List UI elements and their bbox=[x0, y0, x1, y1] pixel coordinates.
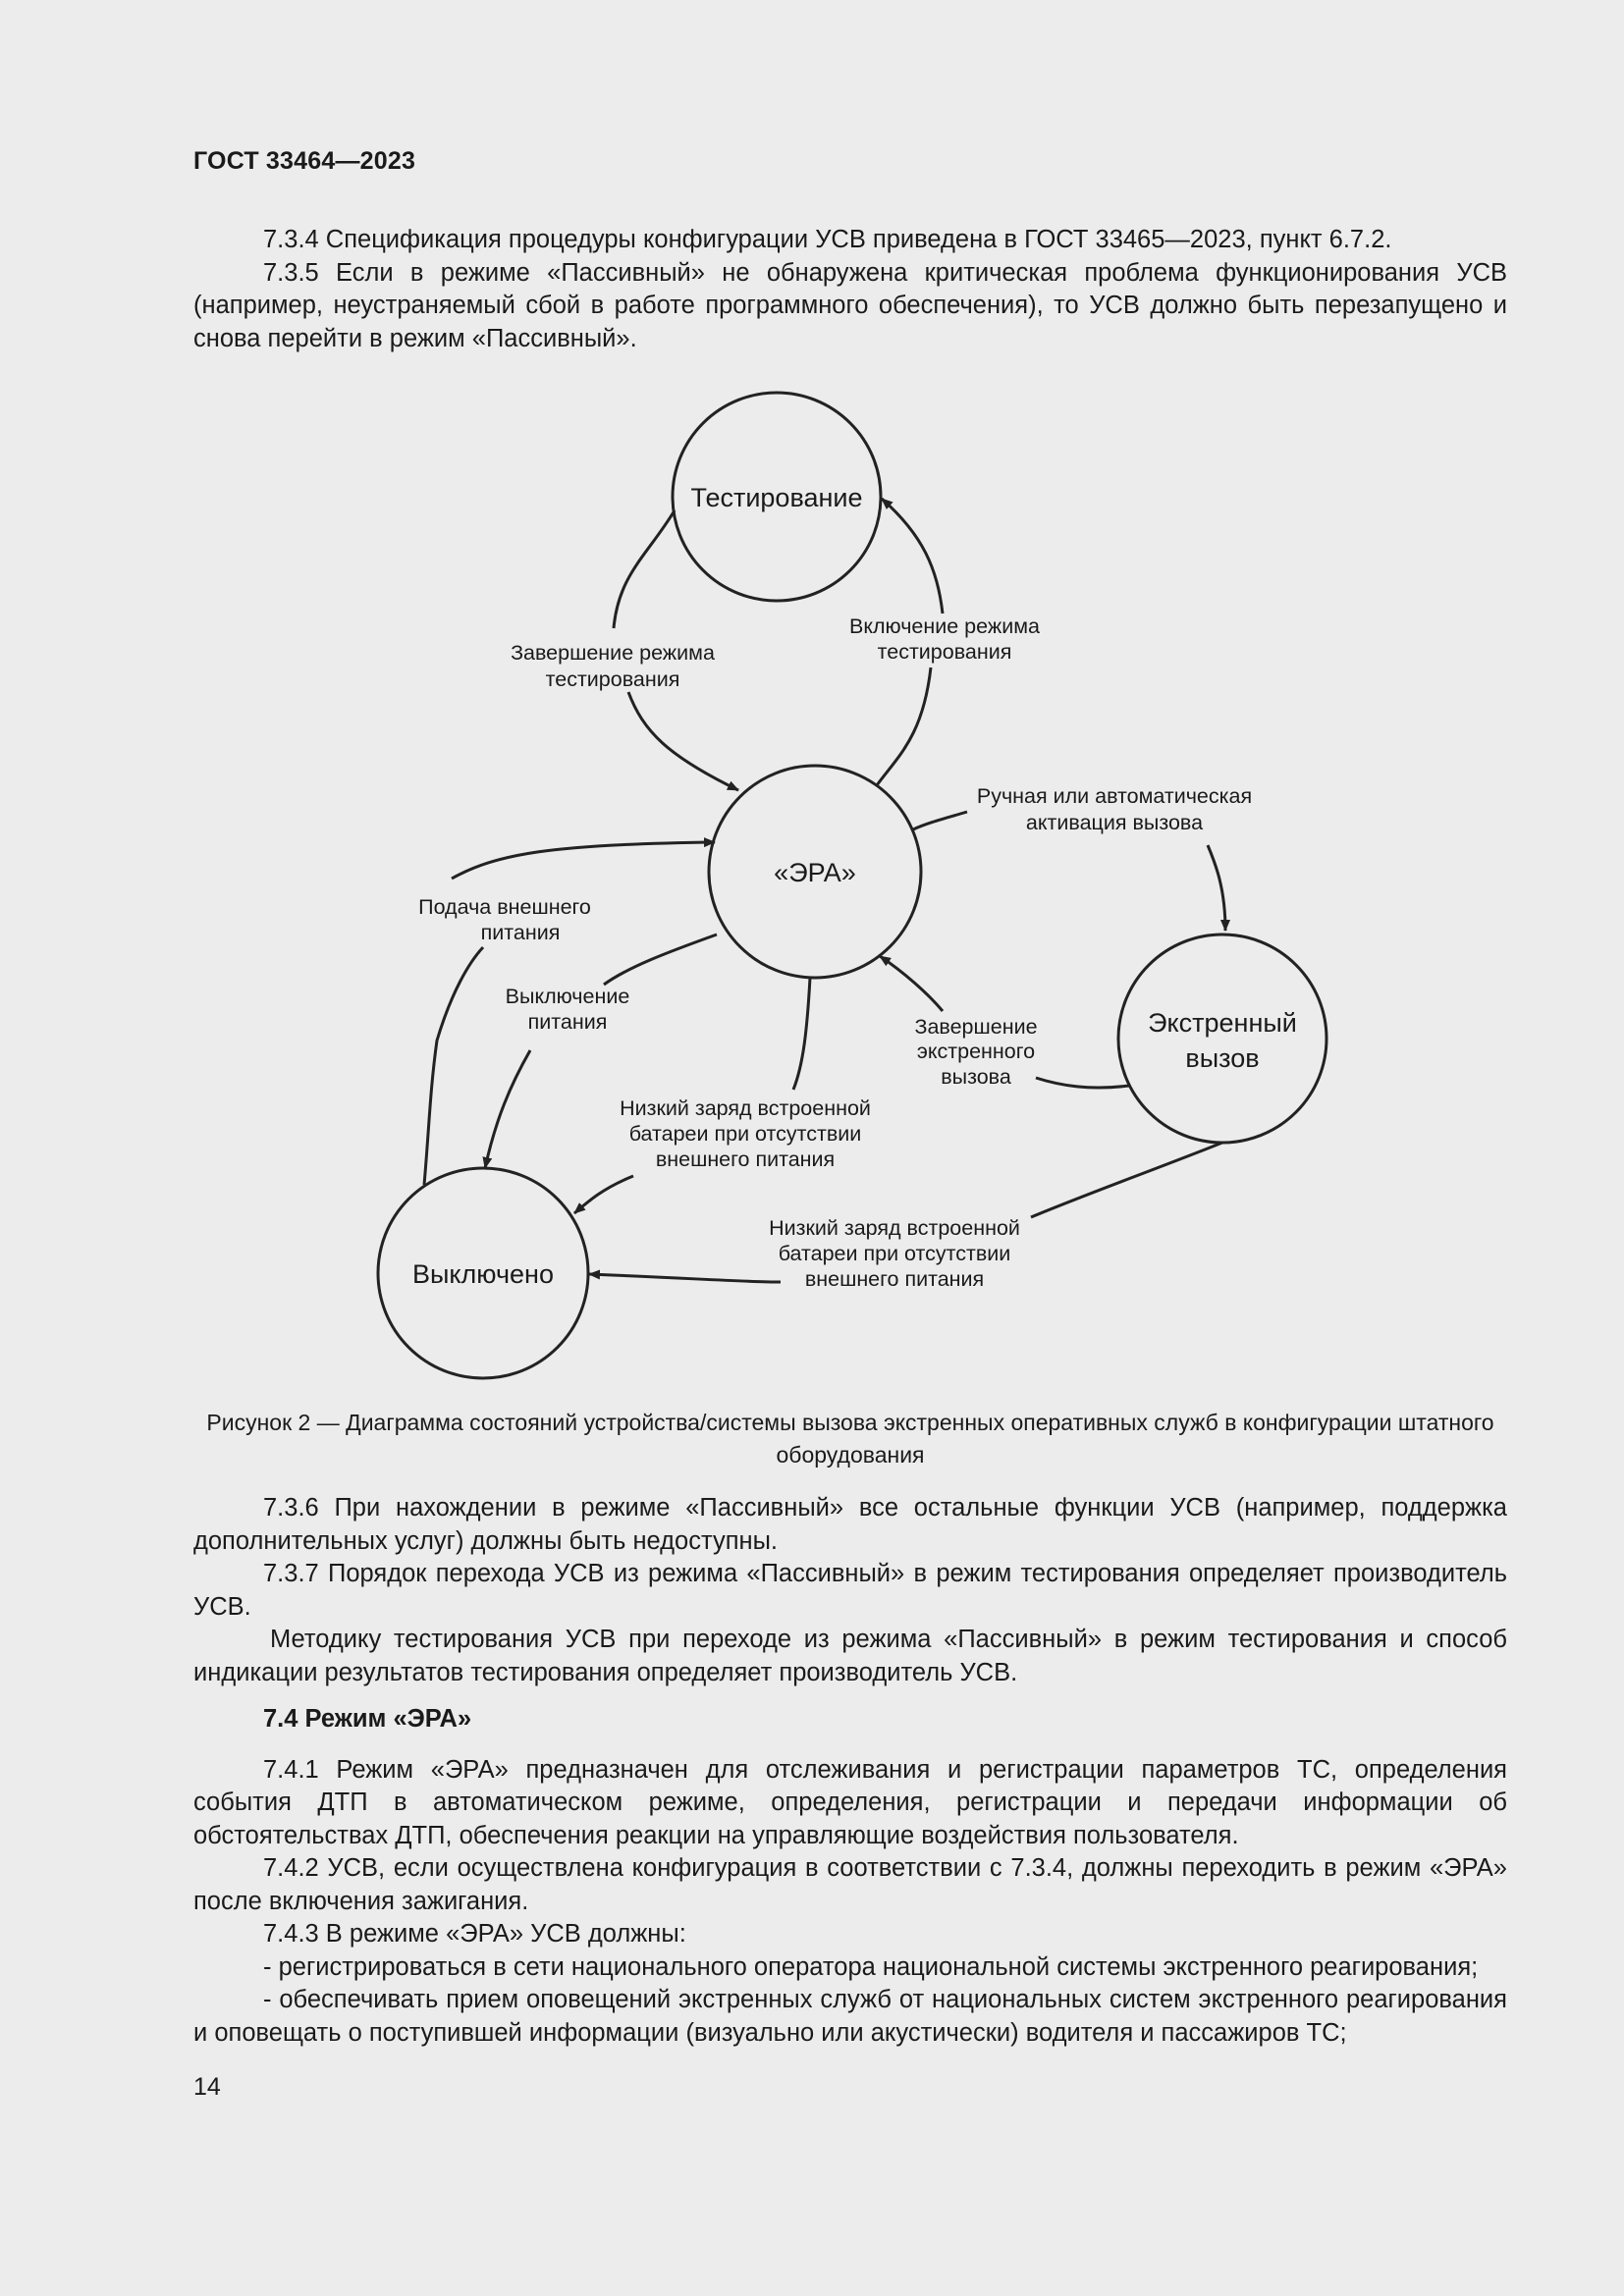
transition-labels bbox=[418, 614, 1252, 1291]
list-item-notifications: - обеспечивать прием оповещений экстренных служб от национальных систем экстренного реагирования и оповещать о поступившей информации (визуально или акустически) водителя и пассажиров ТС; bbox=[193, 1986, 1507, 2047]
label-power-off-1: Выключение bbox=[505, 985, 630, 1008]
state-era bbox=[709, 766, 921, 978]
state-emergency-label-2: вызов bbox=[1185, 1043, 1260, 1073]
state-off-label: Выключено bbox=[412, 1259, 554, 1289]
label-low-battery-era-3: внешнего питания bbox=[655, 1148, 836, 1171]
edge-start-testing-lower bbox=[877, 667, 931, 785]
state-emergency-call bbox=[1118, 934, 1326, 1143]
label-low-battery-era-2: батареи при отсутствии bbox=[628, 1122, 862, 1146]
edge-start-testing-upper bbox=[882, 499, 943, 614]
edge-power-off-lower bbox=[485, 1050, 530, 1168]
figure-caption: Рисунок 2 — Диаграмма состояний устройства/системы вызова экстренных оперативных служб в конфигурации штатного оборудования bbox=[206, 1410, 1494, 1468]
edge-external-power-upper bbox=[452, 842, 715, 879]
state-testing bbox=[673, 393, 881, 601]
state-emergency-label-1: Экстренный bbox=[1148, 1008, 1297, 1038]
paragraph-7-3-7: 7.3.7 Порядок перехода УСВ из режима «Пассивный» в режим тестирования определяет производитель УСВ. bbox=[193, 1560, 1507, 1621]
label-call-activation-1: Ручная или автоматическая bbox=[976, 784, 1253, 808]
paragraph-7-4-1: 7.4.1 Режим «ЭРА» предназначен для отслеживания и регистрации параметров ТС, определения события ДТП в автоматическом режиме, определения, регистрации и передачи информации об обстоятельствах ДТП, обеспечения реакции на управляющие воздействия пользователя. bbox=[193, 1755, 1507, 1849]
label-low-battery-emergency-1: Низкий заряд встроенной bbox=[769, 1216, 1020, 1240]
paragraph-7-4-3: 7.4.3 В режиме «ЭРА» УСВ должны: bbox=[263, 1920, 686, 1948]
label-start-testing-2: тестирования bbox=[877, 640, 1012, 664]
state-off bbox=[378, 1168, 588, 1378]
edge-call-activation-lower bbox=[1208, 845, 1225, 931]
edge-end-testing-lower bbox=[628, 692, 738, 790]
edge-low-battery-era-lower bbox=[574, 1176, 633, 1213]
edge-low-battery-emergency-lower bbox=[589, 1274, 781, 1282]
edge-end-testing-upper bbox=[614, 510, 675, 628]
label-power-off-2: питания bbox=[527, 1010, 608, 1034]
paragraph-testing-method: Методику тестирования УСВ при переходе из режима «Пассивный» в режим тестирования и способ индикации результатов тестирования определяет производитель УСВ. bbox=[193, 1626, 1507, 1686]
state-testing-label: Тестирование bbox=[690, 483, 863, 512]
list-item-register: - регистрироваться в сети национального оператора национальной системы экстренного реагирования; bbox=[263, 1952, 1479, 1981]
label-low-battery-era-1: Низкий заряд встроенной bbox=[620, 1096, 871, 1120]
label-end-testing-1: Завершение режима bbox=[511, 641, 715, 665]
label-end-testing-2: тестирования bbox=[545, 667, 680, 691]
edge-end-emergency-lower bbox=[1036, 1078, 1129, 1088]
label-end-emergency-2: экстренного bbox=[916, 1040, 1036, 1063]
paragraph-7-3-6: 7.3.6 При нахождении в режиме «Пассивный» все остальные функции УСВ (например, поддержка дополнительных услуг) должны быть недоступны. bbox=[193, 1494, 1507, 1555]
paragraph-7-3-4: 7.3.4 Спецификация процедуры конфигурации УСВ приведена в ГОСТ 33465—2023, пункт 6.7.2. bbox=[263, 226, 1392, 253]
edge-call-activation-upper bbox=[913, 812, 967, 829]
edge-power-off-upper bbox=[604, 934, 717, 985]
label-external-power-1: Подача внешнего bbox=[418, 895, 591, 919]
edge-low-battery-era-upper bbox=[793, 978, 810, 1090]
label-end-emergency-3: вызова bbox=[941, 1065, 1011, 1089]
label-start-testing-1: Включение режима bbox=[849, 614, 1040, 638]
label-end-emergency-1: Завершение bbox=[914, 1015, 1038, 1039]
paragraphs-middle bbox=[193, 1492, 1507, 2050]
page-number: 14 bbox=[193, 2073, 221, 2101]
label-low-battery-emergency-3: внешнего питания bbox=[804, 1267, 985, 1291]
edge-low-battery-emergency-upper bbox=[1031, 1143, 1222, 1217]
paragraph-7-4-2: 7.4.2 УСВ, если осуществлена конфигурация в соответствии с 7.3.4, должны переходить в режим «ЭРА» после включения зажигания. bbox=[193, 1854, 1507, 1915]
state-era-label: «ЭРА» bbox=[774, 858, 856, 887]
section-title-7-4: 7.4 Режим «ЭРА» bbox=[263, 1705, 472, 1733]
paragraph-7-3-5: 7.3.5 Если в режиме «Пассивный» не обнаружена критическая проблема функционирования УСВ (например, неустраняемый сбой в работе программного обеспечения), то УСВ должно быть перезапущено и снова перейти в режим «Пассивный». bbox=[193, 258, 1507, 352]
label-external-power-2: питания bbox=[480, 921, 561, 944]
document-header: ГОСТ 33464—2023 bbox=[193, 147, 416, 175]
edge-end-emergency-upper bbox=[880, 956, 943, 1011]
edge-external-power-lower bbox=[424, 947, 483, 1185]
label-low-battery-emergency-2: батареи при отсутствии bbox=[778, 1242, 1011, 1265]
label-call-activation-2: активация вызова bbox=[1025, 811, 1204, 834]
